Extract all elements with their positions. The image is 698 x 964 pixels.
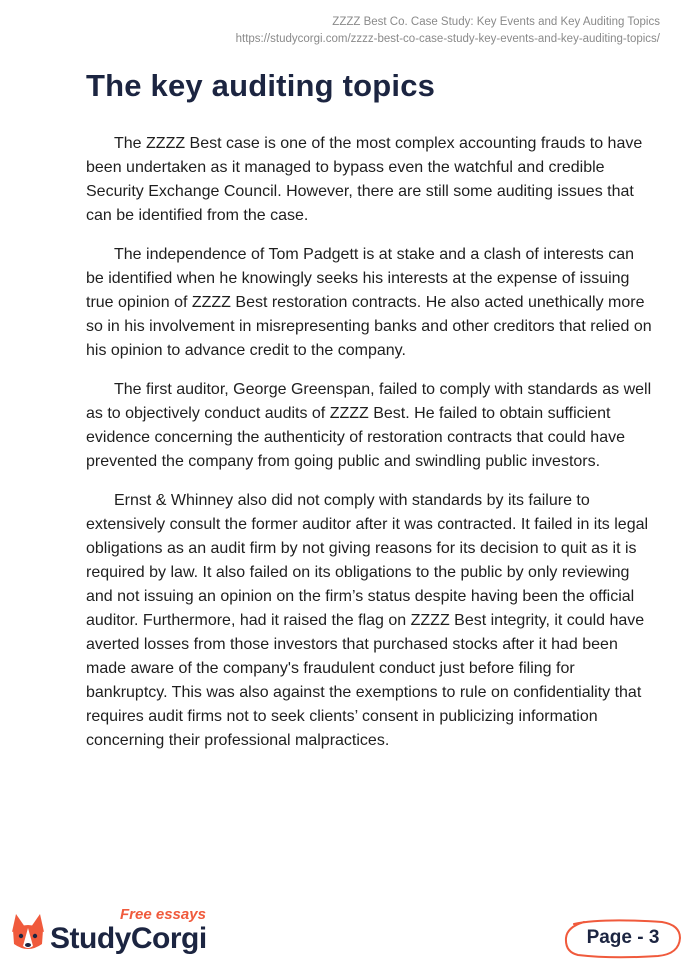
paragraph-1: The ZZZZ Best case is one of the most complex accounting frauds to have been undertaken as it managed to bypass even the watchful and credible Security Exchange Council. However, there are still some auditing issues that can be identified from the case. (86, 135, 643, 224)
document-title: ZZZZ Best Co. Case Study: Key Events and Key Auditing Topics (332, 16, 660, 28)
paragraph-4: Ernst & Whinney also did not comply with standards by its failure to extensively consult the former auditor after it was contracted. It failed in its legal obligations as an audit firm by not giving reasons for its decision to quit as it is required by law. It also failed on its obligations to the public by only reviewing and not issuing an opinion on the firm’s status despite having been the official auditor. Furthermore, had it raised the flag on ZZZZ Best integrity, it could have averted losses from those investors that purchased stocks after it had been made aware of the company's fraudulent conduct just before filing for bankruptcy. This was also against the exemptions to rule on confidentiality that requires audit firms not to seek clients’ consent in publicizing information concerning their professional malpractices. (86, 492, 649, 749)
page-indicator (562, 916, 684, 960)
body-text (86, 132, 654, 768)
section-title: The key auditing topics (86, 68, 436, 103)
brand-name: StudyCorgi (50, 922, 207, 955)
paragraph-2: The independence of Tom Padgett is at stake and a clash of interests can be identified when he knowingly seeks his interests at the expense of issuing true opinion of ZZZZ Best restoration contracts. He also acted unethically more so in his involvement in misrepresenting banks and other creditors that relied on his opinion to advance credit to the company. (86, 246, 652, 359)
page-header (236, 14, 660, 48)
studycorgi-logo[interactable] (8, 900, 228, 960)
free-essays-tagline: Free essays (120, 906, 206, 923)
corgi-icon (8, 910, 48, 956)
paragraph-3: The first auditor, George Greenspan, failed to comply with standards as well as to objectively conduct audits of ZZZZ Best. He failed to obtain sufficient evidence concerning the authenticity of restoration contracts that could have prevented the company from going public and swindling public investors. (86, 381, 652, 470)
document-url[interactable]: https://studycorgi.com/zzzz-best-co-case-study-key-events-and-key-auditing-topics/ (235, 33, 660, 45)
page-number: Page - 3 (586, 927, 660, 948)
